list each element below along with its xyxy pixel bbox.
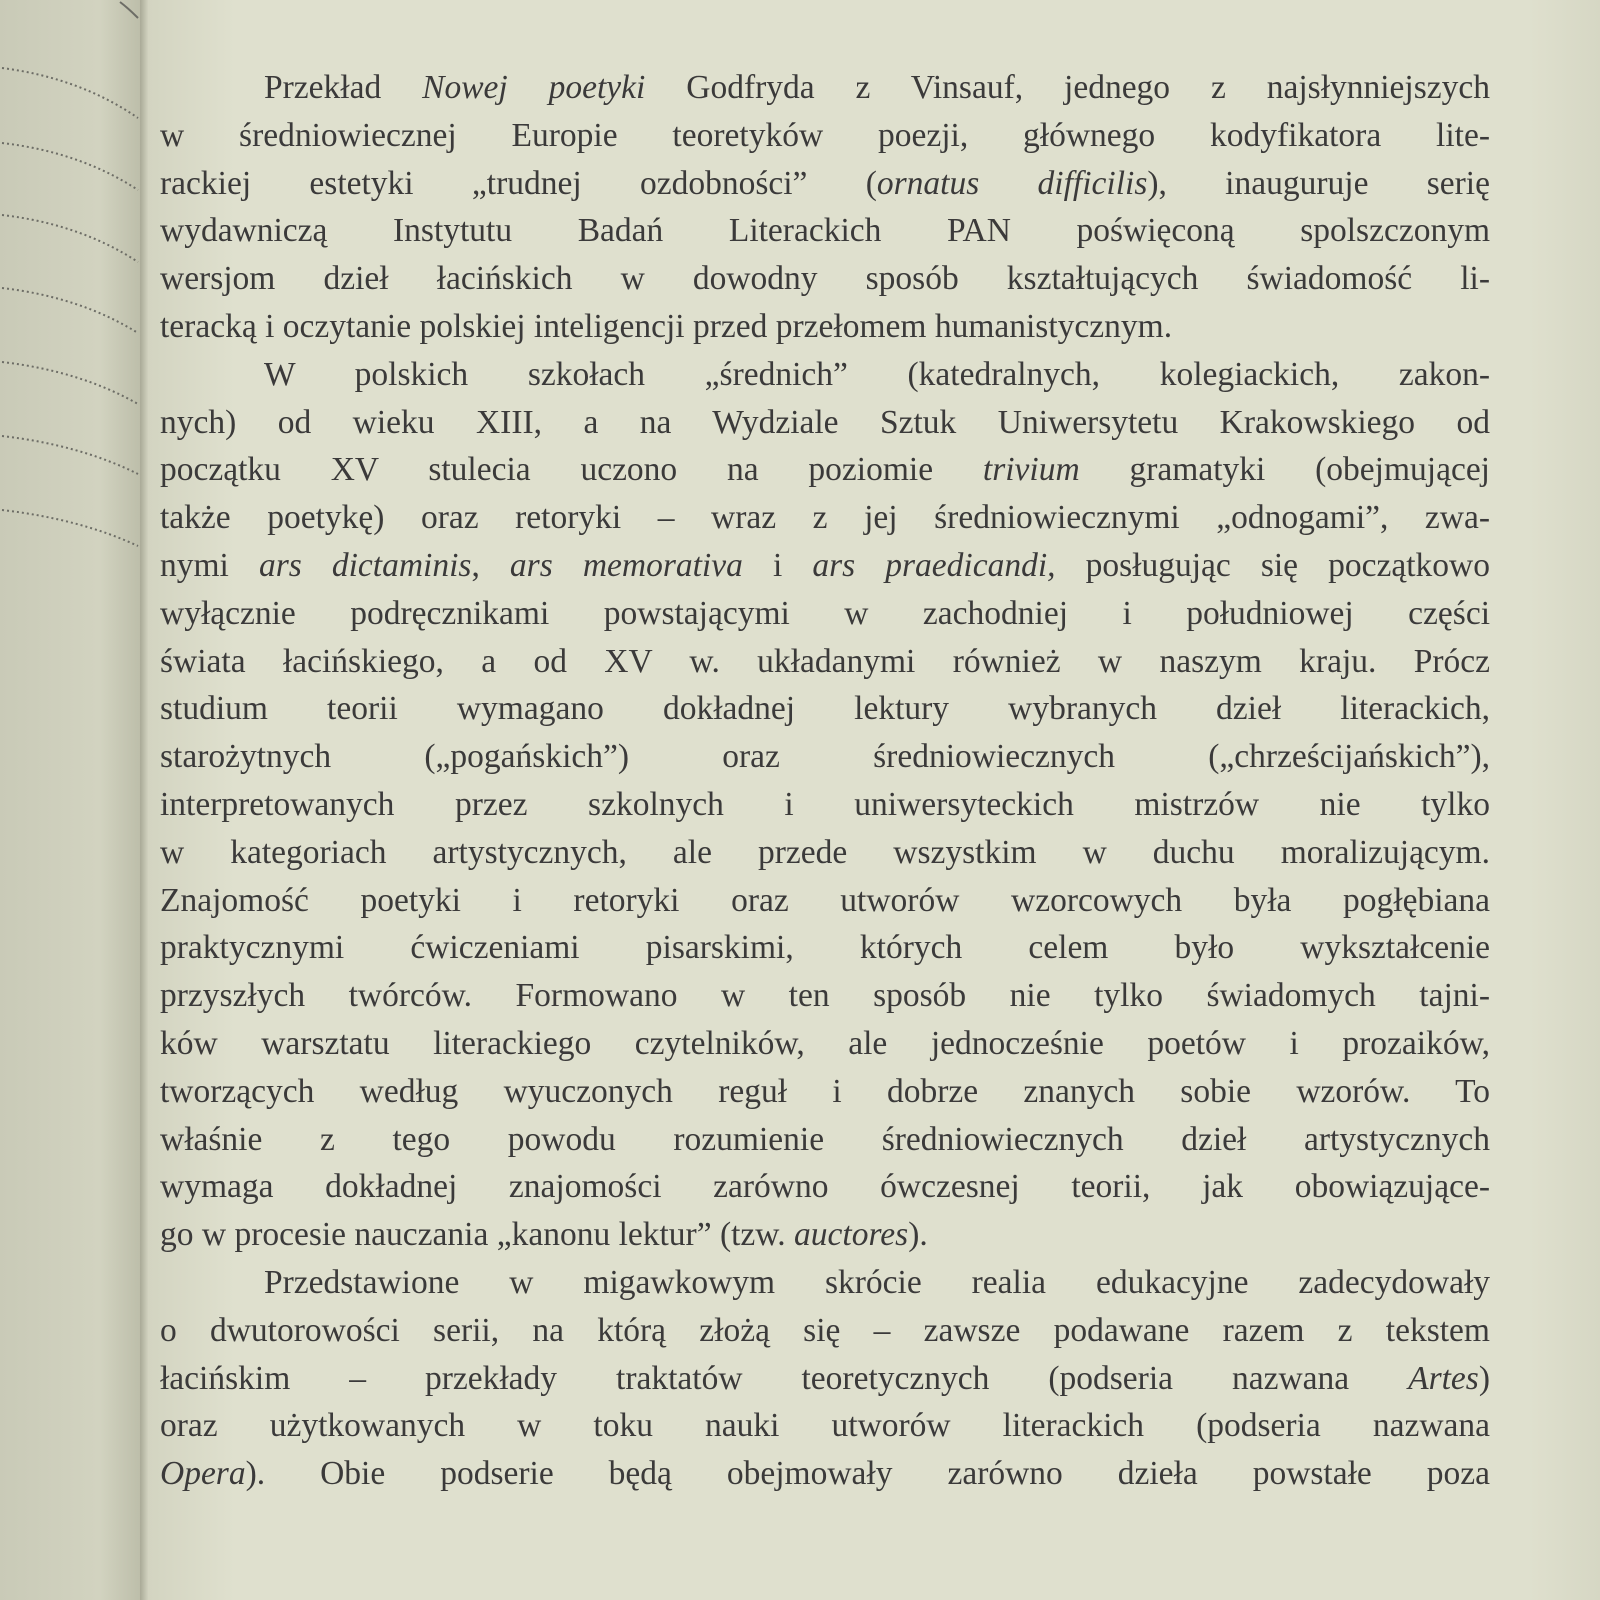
left-page-line <box>2 215 138 262</box>
text-line: Znajomość poetyki i retoryki oraz utworów wzorcowych była pogłębiana <box>160 881 1490 919</box>
text-line: starożytnych („pogańskich”) oraz średniowiecznych („chrześcijańskich”), <box>160 738 1490 776</box>
italic-term: Opera <box>160 1455 246 1493</box>
text-line: świata łacińskiego, a od XV w. układanymi również w naszym kraju. Prócz <box>160 642 1490 680</box>
italic-term: ars dictaminis <box>258 546 472 584</box>
text-line: Przekład Nowej poetyki Godfryda z Vinsauf, jednego z najsłynniejszych <box>264 69 1491 106</box>
text-line: ków warsztatu literackiego czytelników, ale jednocześnie poetów i prozaików, <box>160 1024 1490 1062</box>
text-line: interpretowanych przez szkolnych i uniwersyteckich mistrzów nie tylko <box>160 785 1490 823</box>
text-line: teracką i oczytanie polskiej inteligencji przed przełomem humanistycznym. <box>160 307 1173 345</box>
page-text <box>160 64 1490 1498</box>
previous-page-text-lines <box>0 0 142 560</box>
italic-term: Artes <box>1408 1359 1479 1397</box>
italic-term: Nowej poetyki <box>422 69 646 106</box>
italic-term: ars praedicandi, <box>812 546 1056 584</box>
left-page-line <box>120 2 138 18</box>
text-line: studium teorii wymagano dokładnej lektury wybranych dzieł literackich, <box>160 690 1490 728</box>
book-gutter <box>140 0 148 1600</box>
left-page-line <box>2 68 138 118</box>
text-line: o dwutorowości serii, na którą złożą się – zawsze podawane razem z tekstem <box>160 1311 1490 1349</box>
text-line: nymi ars dictaminis, ars memorativa i ars praedicandi, posługując się początkowo <box>160 546 1490 584</box>
left-page-line <box>2 362 138 404</box>
text-line: tworzących według wyuczonych reguł i dobrze znanych sobie wzorów. To <box>160 1072 1490 1110</box>
text-line: łacińskim – przekłady traktatów teoretycznych (podseria nazwana Artes) <box>160 1359 1490 1397</box>
text-line: wyłącznie podręcznikami powstającymi w zachodniej i południowej części <box>160 594 1490 632</box>
text-line: Przedstawione w migawkowym skrócie realia edukacyjne zadecydowały <box>264 1263 1490 1301</box>
left-page-line <box>2 436 138 474</box>
italic-term: ornatus difficilis <box>876 164 1148 202</box>
text-line: wydawniczą Instytutu Badań Literackich PAN poświęconą spolszczonym <box>160 212 1490 250</box>
left-page-line <box>2 288 138 333</box>
text-line: w średniowiecznej Europie teoretyków poezji, głównego kodyfikatora lite- <box>160 116 1490 154</box>
left-page-line <box>2 143 138 190</box>
text-line: wymaga dokładnej znajomości zarówno ówczesnej teorii, jak obowiązujące- <box>160 1168 1490 1206</box>
book-page <box>148 0 1600 1600</box>
text-line: właśnie z tego powodu rozumienie średniowiecznych dzieł artystycznych <box>160 1120 1490 1158</box>
text-line: w kategoriach artystycznych, ale przede wszystkim w duchu moralizującym. <box>160 833 1490 871</box>
text-line: W polskich szkołach „średnich” (katedralnych, kolegiackich, zakon- <box>264 355 1490 393</box>
text-line: także poetykę) oraz retoryki – wraz z jej średniowiecznymi „odnogami”, zwa- <box>160 499 1490 537</box>
previous-page-edge <box>0 0 142 1600</box>
italic-term: trivium <box>982 451 1080 489</box>
text-line: rackiej estetyki „trudnej ozdobności” (ornatus difficilis), inauguruje serię <box>160 164 1490 202</box>
text-line: wersjom dzieł łacińskich w dowodny sposób kształtujących świadomość li- <box>160 260 1490 298</box>
text-line: go w procesie nauczania „kanonu lektur” (tzw. auctores). <box>160 1216 928 1254</box>
italic-term: auctores <box>794 1216 909 1254</box>
italic-term: ars memorativa <box>509 546 743 584</box>
text-line: przyszłych twórców. Formowano w ten sposób nie tylko świadomych tajni- <box>160 977 1490 1015</box>
text-line: Opera). Obie podserie będą obejmowały zarówno dzieła powstałe poza <box>160 1455 1490 1493</box>
text-line: praktycznymi ćwiczeniami pisarskimi, których celem było wykształcenie <box>160 929 1490 967</box>
left-page-line <box>2 510 138 546</box>
text-line: oraz użytkowanych w toku nauki utworów literackich (podseria nazwana <box>160 1407 1490 1445</box>
text-line: nych) od wieku XIII, a na Wydziale Sztuk Uniwersytetu Krakowskiego od <box>160 403 1490 441</box>
text-line: początku XV stulecia uczono na poziomie trivium gramatyki (obejmującej <box>160 451 1490 489</box>
